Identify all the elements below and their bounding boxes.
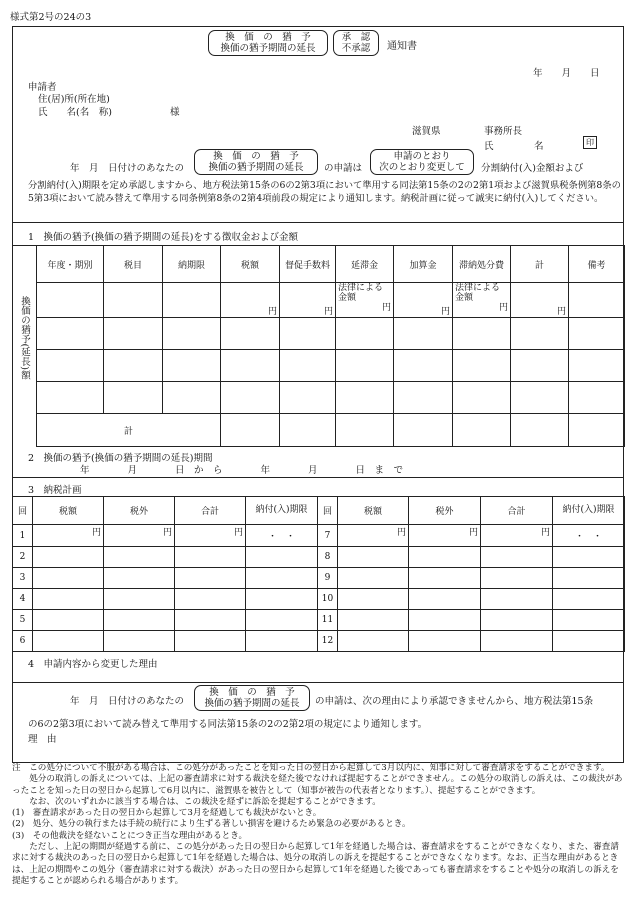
table-row bbox=[37, 350, 625, 382]
intro-option-postpone: 換 価 の 猶 予 bbox=[213, 151, 299, 162]
rejection-option-postpone: 換 価 の 猶 予 bbox=[209, 687, 295, 698]
intro-date: 年 月 日付けのあなたの bbox=[70, 163, 185, 174]
header-due-date: 納期限 bbox=[163, 246, 221, 283]
yen-unit: 円 bbox=[338, 525, 409, 547]
applicant-label: 申請者 bbox=[28, 82, 57, 93]
note-item: なお、次のいずれかに該当する場合は、この裁決を経ずに訴訟を提起することができます。 bbox=[12, 796, 381, 807]
plan-round: 5 bbox=[13, 610, 33, 631]
section3-heading: 3 納税計画 bbox=[28, 485, 82, 496]
note-item: 処分の取消しの訴えについては、上記の審査請求に対する裁決を経た後でなければ提起することができません。この処分の取消しの訴えは、この裁決があったことを知った日の翌日から起算して6月以内に、滋賀県を被告として（知事が被告の代表者となります。）、提起することができます。 bbox=[12, 774, 623, 796]
table-row bbox=[13, 568, 625, 589]
rejection-date: 年 月 日付けのあなたの bbox=[70, 696, 185, 707]
divider bbox=[12, 477, 624, 478]
title-option-extend: 換価の猶予期間の延長 bbox=[220, 43, 316, 54]
header-total: 計 bbox=[511, 246, 569, 283]
section4-heading: 4 申請内容から変更した理由 bbox=[28, 659, 158, 670]
title-option-approve: 承 認 bbox=[341, 32, 371, 43]
header-fiscal-year: 年度・期別 bbox=[37, 246, 104, 283]
plan-header-nontax: 税外 bbox=[104, 497, 175, 525]
title-suffix: 通知書 bbox=[387, 41, 417, 52]
yen-unit: 円 bbox=[221, 283, 280, 318]
issuer-name-char: 名 bbox=[534, 141, 544, 152]
yen-unit: 円 bbox=[280, 283, 336, 318]
title-decision-bracket bbox=[333, 30, 379, 56]
section2-period: 年 月 日 か ら 年 月 日 ま で bbox=[80, 465, 404, 476]
note-item: (1) 審査請求があった日の翌日から起算して3月を経過しても裁決がないとき。 bbox=[12, 808, 322, 819]
plan-header-round: 回 bbox=[318, 497, 338, 525]
plan-round: 2 bbox=[13, 547, 33, 568]
intro-tail: 分割納付(入)金額および bbox=[481, 163, 584, 174]
plan-deadline-dots: ・ ・ bbox=[553, 525, 625, 547]
yen-unit: 円 bbox=[175, 525, 246, 547]
divider bbox=[12, 682, 624, 683]
rejection-option-extend: 換価の猶予期間の延長 bbox=[204, 698, 300, 709]
header-disposition-cost: 滞納処分費 bbox=[453, 246, 511, 283]
intro-approval-bracket bbox=[370, 149, 474, 175]
law-amount-label: 法律による金額 bbox=[338, 283, 384, 303]
table-row bbox=[13, 525, 625, 547]
note-item: (2) 処分、処分の執行または手続の続行により生ずる著しい損害を避けるため緊急の必要があるとき。 bbox=[12, 819, 411, 830]
form-number: 様式第2号の24の3 bbox=[10, 12, 92, 23]
rejection-option-bracket bbox=[194, 685, 310, 711]
plan-round: 7 bbox=[318, 525, 338, 547]
rejection-body1: の申請は、次の理由により承認できませんから、地方税法第15条 bbox=[315, 696, 594, 707]
yen-unit: 円 bbox=[33, 525, 104, 547]
section2-heading: 2 換価の猶予(換価の猶予期間の延長)期間 bbox=[28, 453, 213, 464]
header-tax-amount: 税額 bbox=[221, 246, 280, 283]
issuer-office: 事務所長 bbox=[484, 126, 523, 137]
plan-round: 11 bbox=[318, 610, 338, 631]
plan-header-deadline: 納付(入)期限 bbox=[553, 497, 625, 525]
plan-round: 10 bbox=[318, 589, 338, 610]
intro-option-bracket bbox=[194, 149, 318, 175]
section1-vertical-label: 換価の猶予(延長)額 bbox=[19, 296, 30, 380]
plan-header-tax: 税額 bbox=[338, 497, 409, 525]
title-option-disapprove: 不承認 bbox=[341, 43, 371, 54]
intro-modified: 次のとおり変更して bbox=[379, 162, 465, 173]
plan-deadline-dots: ・ ・ bbox=[246, 525, 318, 547]
intro-body: 分割納付(入)期限を定め承認しますから、地方税法第15条の6の2第3項において準用する同法第15条の2の2第1項および滋賀県税条例第8条の5第3項において読み替えて準用する同条例第8条の2第4項前段の規定により通知します。納税計画に従って誠実に納付(入)してください。 bbox=[28, 180, 621, 204]
intro-option-extend: 換価の猶予期間の延長 bbox=[208, 162, 304, 173]
plan-round: 9 bbox=[318, 568, 338, 589]
section1-heading: 1 換価の猶予(換価の猶予期間の延長)をする徴収金および金額 bbox=[28, 232, 298, 243]
header-delinquency: 延滞金 bbox=[336, 246, 394, 283]
section1-table bbox=[36, 245, 625, 447]
rejection-reason-label: 理 由 bbox=[28, 734, 57, 745]
seal-mark: 印 bbox=[583, 136, 597, 149]
yen-unit: 円 bbox=[481, 525, 553, 547]
plan-header-tax: 税額 bbox=[33, 497, 104, 525]
applicant-name: 氏 名(名 称) bbox=[38, 107, 112, 118]
plan-header-deadline: 納付(入)期限 bbox=[246, 497, 318, 525]
note-item: (3) その他裁決を経ないことにつき正当な理由があるとき。 bbox=[12, 830, 248, 841]
plan-round: 12 bbox=[318, 631, 338, 652]
header-remarks: 備考 bbox=[569, 246, 625, 283]
divider bbox=[12, 222, 624, 223]
table-row bbox=[13, 631, 625, 652]
plan-header-sum: 合計 bbox=[175, 497, 246, 525]
plan-round: 1 bbox=[13, 525, 33, 547]
rejection-body2: の6の2第3項において読み替えて準用する同法第15条の2の2第2項の規定により通知します。 bbox=[28, 719, 428, 730]
section3-table bbox=[12, 496, 625, 652]
applicant-address: 住(居)所(所在地) bbox=[38, 94, 110, 105]
issuer-clerk: 氏 bbox=[484, 141, 494, 152]
plan-header-round: 回 bbox=[13, 497, 33, 525]
yen-unit: 円 bbox=[104, 525, 175, 547]
yen-unit: 円 bbox=[381, 303, 391, 313]
plan-header-nontax: 税外 bbox=[409, 497, 481, 525]
law-amount-cell bbox=[453, 283, 511, 318]
intro-as-applied: 申請のとおり bbox=[393, 151, 451, 162]
table-row bbox=[37, 318, 625, 350]
table-row bbox=[37, 283, 625, 318]
header-tax-item: 税目 bbox=[104, 246, 163, 283]
title-option-postpone: 換 価 の 猶 予 bbox=[225, 32, 311, 43]
header-additional-tax: 加算金 bbox=[394, 246, 453, 283]
plan-header-sum: 合計 bbox=[481, 497, 553, 525]
plan-round: 4 bbox=[13, 589, 33, 610]
issue-date: 年 月 日 bbox=[533, 68, 600, 79]
issuer-prefecture: 滋賀県 bbox=[412, 126, 441, 137]
law-amount-cell bbox=[336, 283, 394, 318]
title-option-bracket bbox=[208, 30, 328, 56]
applicant-sama: 様 bbox=[170, 107, 180, 118]
total-label: 計 bbox=[37, 414, 221, 447]
law-amount-label: 法律による金額 bbox=[455, 283, 501, 303]
yen-unit: 円 bbox=[511, 283, 569, 318]
plan-round: 3 bbox=[13, 568, 33, 589]
table-row bbox=[13, 589, 625, 610]
table-row bbox=[13, 547, 625, 568]
intro-application-is: の申請は bbox=[324, 163, 363, 174]
table-row bbox=[37, 414, 625, 447]
yen-unit: 円 bbox=[394, 283, 453, 318]
notes bbox=[12, 763, 624, 887]
header-dunning-fee: 督促手数料 bbox=[280, 246, 336, 283]
plan-round: 8 bbox=[318, 547, 338, 568]
note-item: 注 この処分について不服がある場合は、この処分があったことを知った日の翌日から起算して3月以内に、知事に対して審査請求をすることができます。 bbox=[12, 763, 610, 773]
table-row bbox=[37, 382, 625, 414]
plan-round: 6 bbox=[13, 631, 33, 652]
yen-unit: 円 bbox=[409, 525, 481, 547]
yen-unit: 円 bbox=[498, 303, 508, 313]
table-row bbox=[13, 610, 625, 631]
note-item: ただし、上記の期間が経過する前に、この処分があった日の翌日から起算して1年を経過した場合は、審査請求をすることができなくなり、また、審査請求に対する裁決のあった日の翌日から起算して1年を経過した場合は、処分の取消しの訴えを提起することができなくなります。なお、正当な理由があるときは、上記の期間やこの処分（審査請求に対する裁決）があった日の翌日から起算して1年を経過した後であっても審査請求をすることや処分の取消しの訴えを提起することが認められる場合があります。 bbox=[12, 842, 619, 886]
